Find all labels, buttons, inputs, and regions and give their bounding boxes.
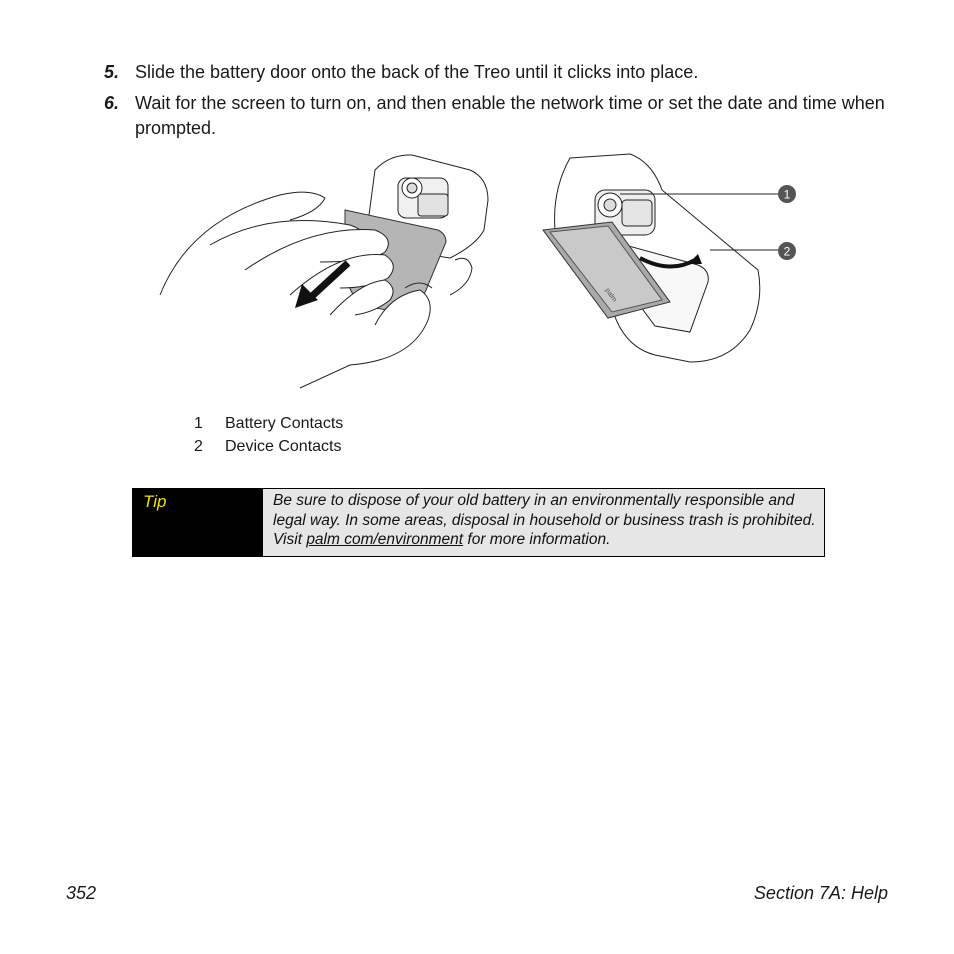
tip-text-before: Be sure to dispose of your old battery in an environmentally responsible and legal way. In some areas, disposal in household or business trash is prohibited. Visit (273, 492, 816, 548)
callout-label: Battery Contacts (225, 415, 344, 432)
battery-installation-illustration (150, 150, 791, 395)
tip-label-cell (133, 489, 263, 556)
phone-with-door-illustration (160, 155, 488, 388)
tip-text (273, 491, 821, 550)
callout-marker-2-label: 2 (783, 244, 791, 259)
callout-legend (194, 412, 343, 458)
environment-link[interactable]: palm com/environment (306, 531, 464, 548)
tip-text-after: for more information. (463, 531, 611, 548)
step-number: 5. (104, 62, 120, 82)
step-number: 6. (104, 93, 120, 113)
tip-box (132, 488, 825, 557)
page-number: 352 (66, 883, 97, 903)
section-title: Section 7A: Help (753, 883, 888, 903)
step-text: Wait for the screen to turn on, and then enable the network time or set the date and time when prompted. (135, 93, 885, 138)
step-text: Slide the battery door onto the back of the Treo until it clicks into place. (135, 62, 699, 82)
phone-back-illustration (543, 154, 796, 362)
battery-brand: palm (603, 287, 618, 304)
callout-label: Device Contacts (225, 438, 342, 455)
callout-item (194, 412, 343, 435)
callout-item (194, 435, 343, 458)
callout-number: 2 (194, 438, 203, 455)
tip-label: Tip (143, 492, 167, 511)
callout-marker-1-label: 1 (783, 187, 791, 202)
callout-number: 1 (194, 415, 203, 432)
